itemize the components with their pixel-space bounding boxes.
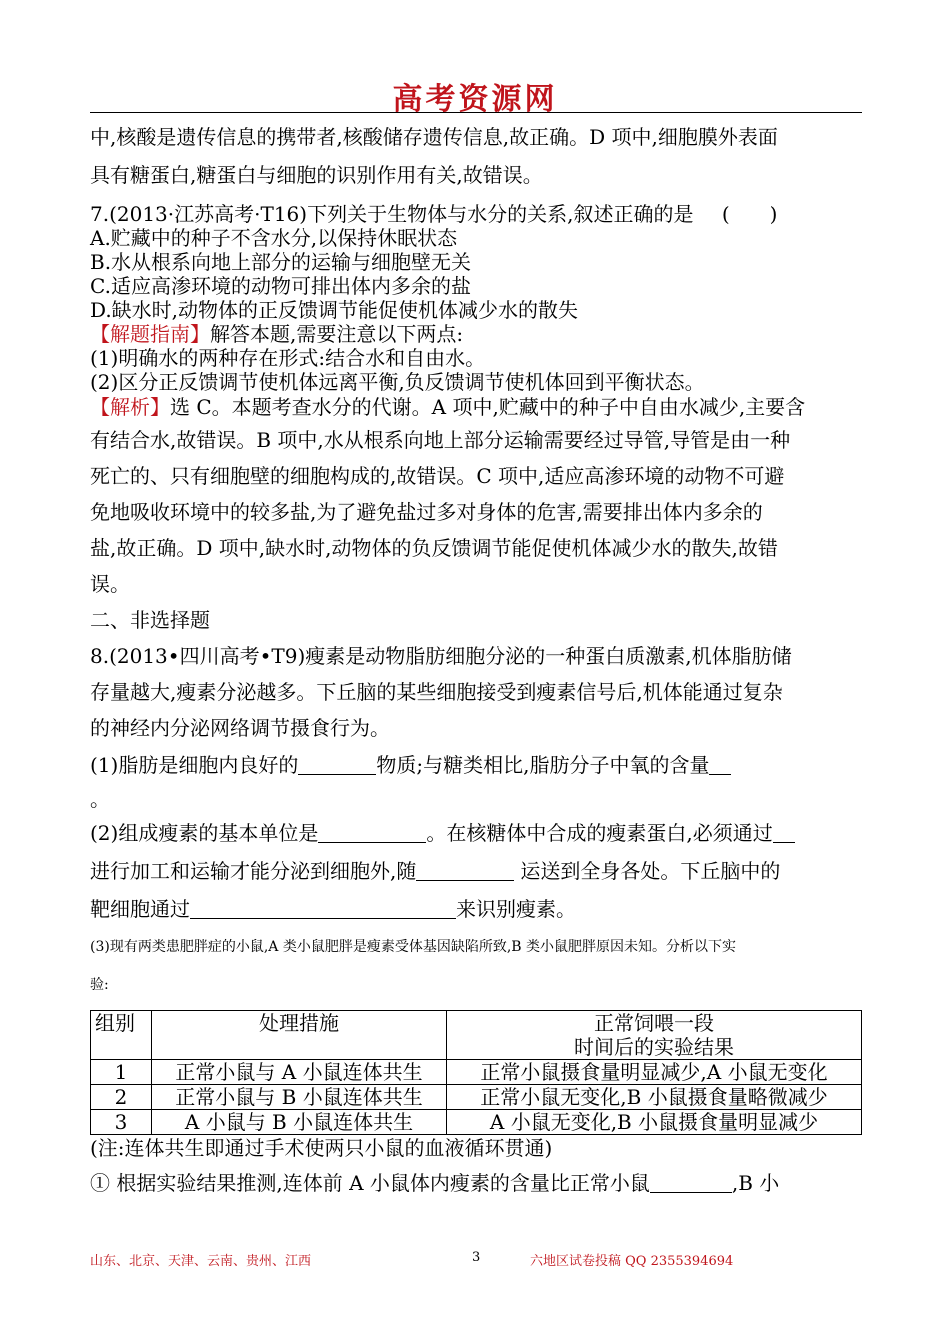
- analysis-line: 免地吸收环境中的较多盐,为了避免盐过多对身体的危害,需要排出体内多余的: [90, 500, 763, 524]
- table-header: 组别: [91, 1011, 152, 1060]
- table-note: (注:连体共生即通过手术使两只小鼠的血液循环贯通): [90, 1136, 553, 1160]
- experiment-table: [90, 1010, 862, 1135]
- question-8-stem: 存量越大,瘦素分泌越多。下丘脑的某些细胞接受到瘦素信号后,机体能通过复杂: [90, 680, 783, 704]
- question-8-stem: 8.(2013•四川高考•T9)瘦素是动物脂肪细胞分泌的一种蛋白质激素,机体脂肪储: [90, 644, 792, 668]
- question-8-part-3: 验:: [90, 977, 109, 993]
- question-8-part-3: (3)现有两类患肥胖症的小鼠,A 类小鼠肥胖是瘦素受体基因缺陷所致,B 类小鼠肥胖原因未知。分析以下实: [90, 939, 737, 955]
- table-row: [91, 1085, 862, 1110]
- table-header-row: [91, 1011, 862, 1060]
- table-header-line: 时间后的实验结果: [574, 1035, 734, 1059]
- analysis-tag: 【解析】: [90, 395, 170, 419]
- text-line: 中,核酸是遗传信息的携带者,核酸储存遗传信息,故正确。D 项中,细胞膜外表面: [90, 125, 778, 149]
- question-8-sub-1: [90, 1161, 862, 1205]
- text: 进行加工和运输才能分泌到细胞外,随: [90, 859, 417, 883]
- option-c: C.适应高渗环境的动物可排出体内多余的盐: [90, 274, 471, 298]
- analysis-line: 死亡的、只有细胞壁的细胞构成的,故错误。C 项中,适应高渗环境的动物不可避: [90, 464, 785, 488]
- text: ,B 小: [731, 1171, 780, 1195]
- option-a: A.贮藏中的种子不含水分,以保持休眠状态: [90, 226, 458, 250]
- page-content: [90, 118, 862, 1205]
- text: 运送到全身各处。下丘脑中的: [520, 859, 781, 883]
- text: ① 根据实验结果推测,连体前 A 小鼠体内瘦素的含量比正常小鼠: [90, 1171, 650, 1195]
- option-d: D.缺水时,动物体的正反馈调节能促使机体减少水的散失: [90, 298, 579, 322]
- answer-blank[interactable]: [773, 822, 795, 843]
- analysis-text: 选 C。本题考查水分的代谢。A 项中,贮藏中的种子中自由水减少,主要含: [170, 395, 806, 419]
- site-logo: 高考资源网: [392, 82, 558, 117]
- analysis-line: 盐,故正确。D 项中,缺水时,动物体的负反馈调节能促使机体减少水的散失,故错: [90, 536, 778, 560]
- answer-blank[interactable]: [709, 754, 731, 775]
- header-divider: [90, 112, 862, 113]
- table-cell: 正常小鼠无变化,B 小鼠摄食量略微减少: [447, 1085, 862, 1110]
- answer-paren: ( ): [721, 202, 778, 226]
- question-8-stem: 的神经内分泌网络调节摄食行为。: [90, 716, 390, 740]
- footer-contact: 六地区试卷投稿 QQ 2355394694: [530, 1254, 734, 1269]
- table-row: [91, 1060, 862, 1085]
- analysis-line: [90, 394, 862, 420]
- table-cell: 1: [91, 1060, 152, 1085]
- text: 物质;与糖类相比,脂肪分子中氧的含量: [376, 753, 710, 777]
- text-line: 。: [90, 787, 110, 811]
- text: (2)组成瘦素的基本单位是: [90, 821, 319, 845]
- guide-tag: 【解题指南】: [90, 322, 210, 346]
- table-cell: 正常小鼠与 A 小鼠连体共生: [152, 1060, 447, 1085]
- answer-blank[interactable]: [416, 860, 514, 881]
- table-cell: A 小鼠无变化,B 小鼠摄食量明显减少: [447, 1110, 862, 1135]
- answer-blank[interactable]: [318, 822, 426, 843]
- text: 。在核糖体中合成的瘦素蛋白,必须通过: [426, 821, 773, 845]
- table-header-line: 正常饲喂一段: [594, 1011, 714, 1035]
- table-cell: 2: [91, 1085, 152, 1110]
- question-8-part-2: [90, 814, 862, 852]
- footer-regions: 山东、北京、天津、云南、贵州、江西: [90, 1254, 312, 1269]
- table-cell: 3: [91, 1110, 152, 1135]
- analysis-line: 有结合水,故错误。B 项中,水从根系向地上部分运输需要经过导管,导管是由一种: [90, 428, 791, 452]
- guide-line: [90, 322, 862, 346]
- answer-blank[interactable]: [298, 754, 376, 775]
- answer-blank[interactable]: [650, 1172, 732, 1193]
- question-text: 7.(2013·江苏高考·T16)下列关于生物体与水分的关系,叙述正确的是: [90, 202, 694, 226]
- table-cell: 正常小鼠与 B 小鼠连体共生: [152, 1085, 447, 1110]
- guide-point: (2)区分正反馈调节使机体远离平衡,负反馈调节使机体回到平衡状态。: [90, 370, 705, 394]
- text: 靶细胞通过: [90, 897, 190, 921]
- analysis-line: 误。: [90, 572, 130, 596]
- guide-text: 解答本题,需要注意以下两点:: [210, 322, 464, 346]
- page-number: 3: [472, 1250, 481, 1265]
- text-line: 具有糖蛋白,糖蛋白与细胞的识别作用有关,故错误。: [90, 163, 543, 187]
- question-8-part-2: [90, 852, 862, 890]
- table-cell: A 小鼠与 B 小鼠连体共生: [152, 1110, 447, 1135]
- option-b: B.水从根系向地上部分的运输与细胞壁无关: [90, 250, 472, 274]
- table-cell: 正常小鼠摄食量明显减少,A 小鼠无变化: [447, 1060, 862, 1085]
- question-8-part-2: [90, 890, 862, 928]
- answer-blank[interactable]: [190, 898, 456, 919]
- table-row: [91, 1110, 862, 1135]
- guide-point: (1)明确水的两种存在形式:结合水和自由水。: [90, 346, 486, 370]
- question-8-part-1: [90, 746, 862, 784]
- text: (1)脂肪是细胞内良好的: [90, 753, 299, 777]
- text: 来识别瘦素。: [456, 897, 576, 921]
- table-header: [447, 1011, 862, 1060]
- question-7-stem: [90, 202, 862, 226]
- table-header: 处理措施: [152, 1011, 447, 1060]
- section-title: 二、非选择题: [90, 608, 210, 632]
